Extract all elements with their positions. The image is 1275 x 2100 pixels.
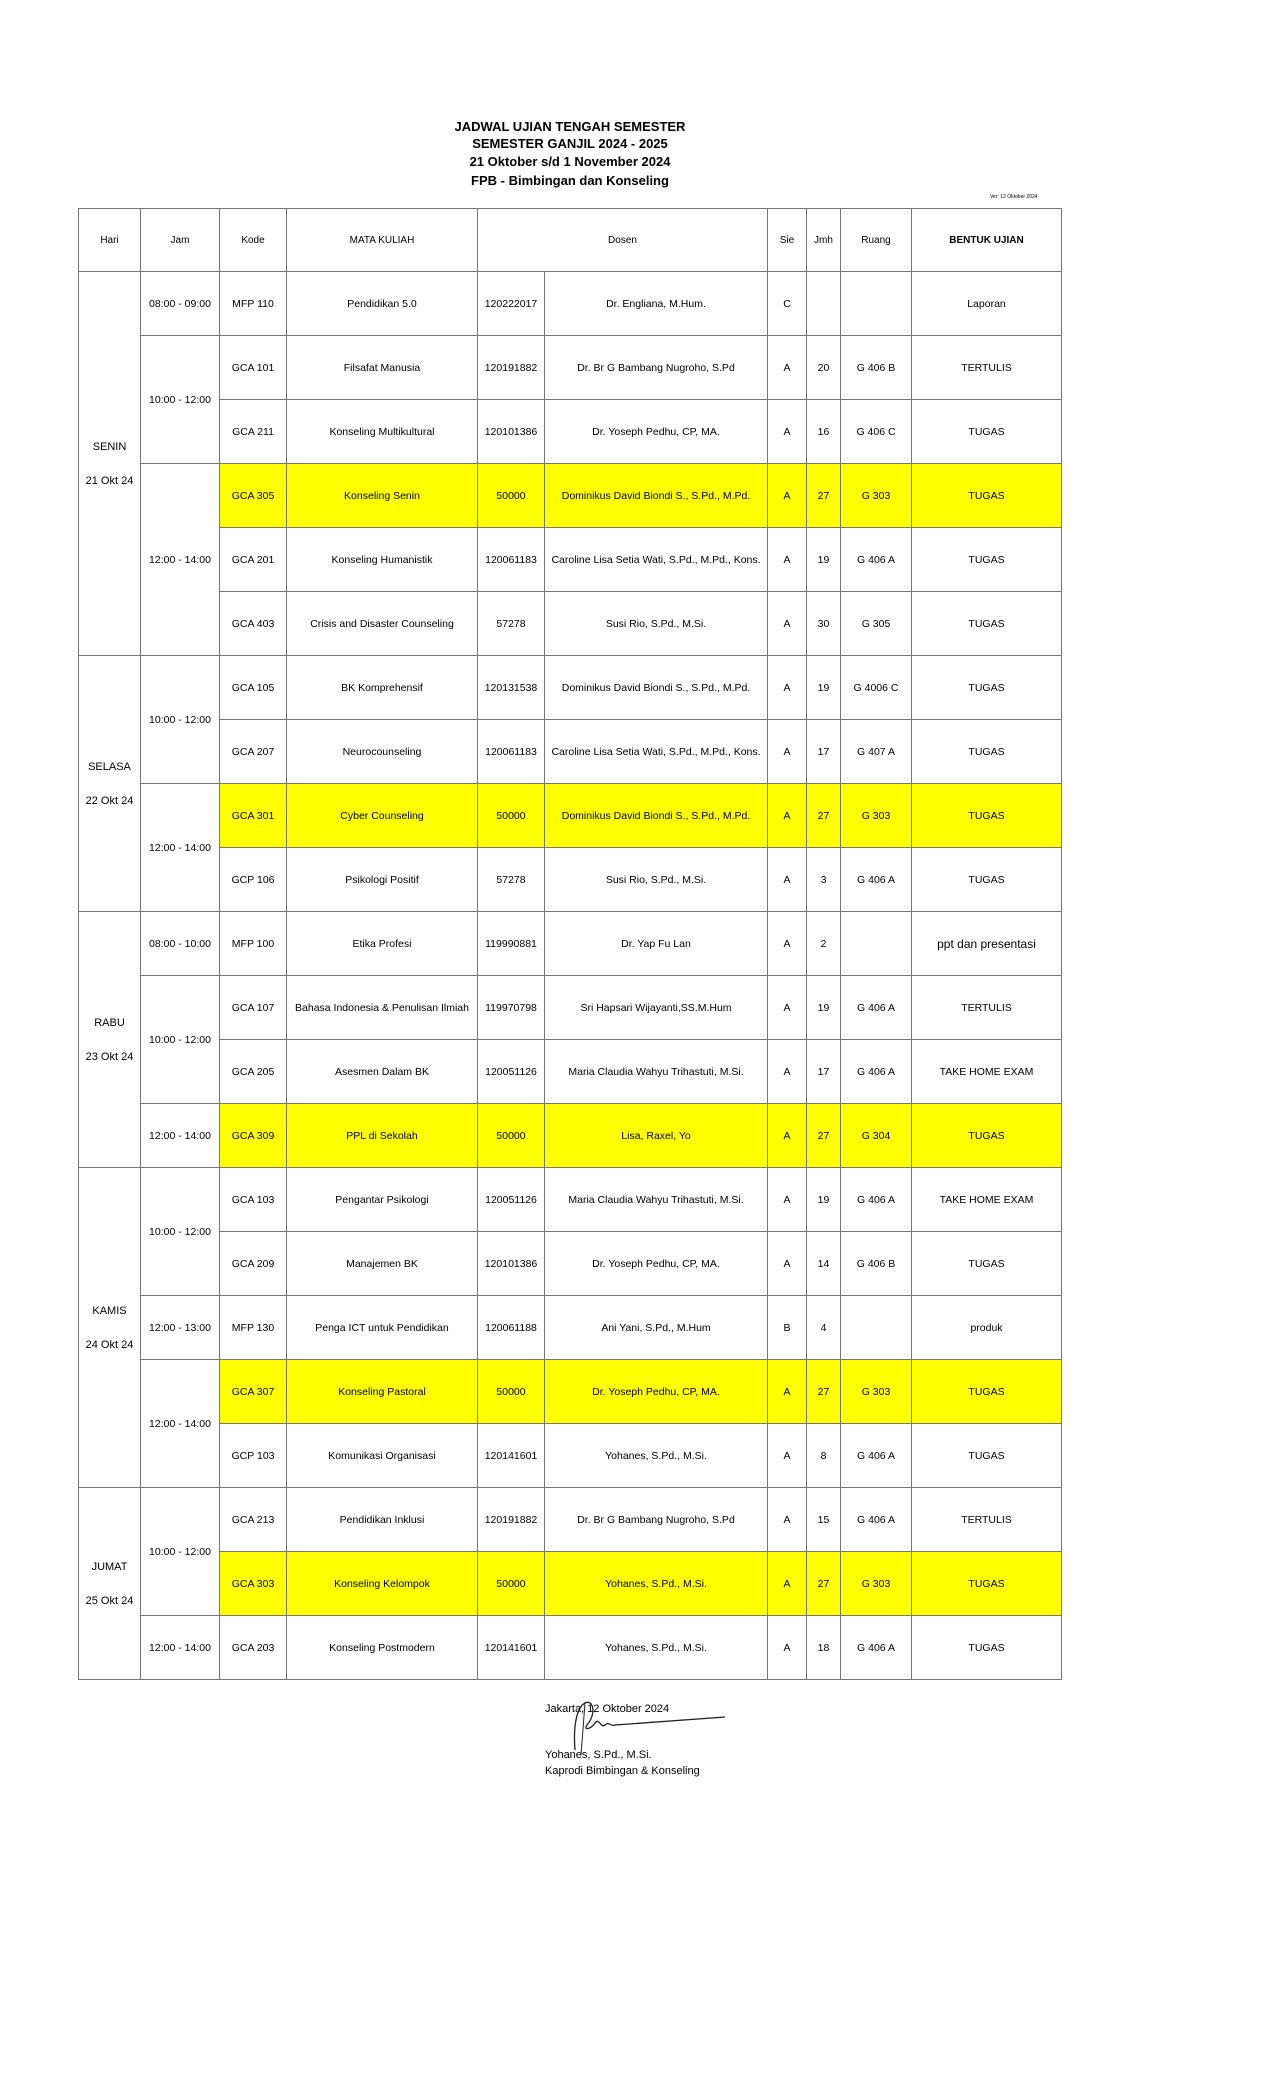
jmh-cell: 2: [807, 912, 841, 976]
table-row: [79, 976, 1062, 1040]
time-cell: 12:00 - 14:00: [141, 1104, 220, 1168]
sie-cell: A: [768, 976, 807, 1040]
sie-cell: A: [768, 1424, 807, 1488]
sie-cell: A: [768, 1104, 807, 1168]
mk-cell: Pendidikan 5.0: [287, 272, 478, 336]
mk-cell: Cyber Counseling: [287, 784, 478, 848]
bentuk-cell: TUGAS: [912, 784, 1062, 848]
col-jam: Jam: [141, 209, 220, 272]
day-name: SENIN: [92, 440, 127, 453]
mk-cell: Penga ICT untuk Pendidikan: [287, 1296, 478, 1360]
dosen-cell: Dr. Br G Bambang Nugroho, S.Pd: [545, 336, 768, 400]
nid-cell: 119970798: [478, 976, 545, 1040]
nid-cell: 120061183: [478, 528, 545, 592]
dosen-cell: Dr. Engliana, M.Hum.: [545, 272, 768, 336]
bentuk-cell: Laporan: [912, 272, 1062, 336]
bentuk-cell: TUGAS: [912, 1104, 1062, 1168]
jmh-cell: 17: [807, 1040, 841, 1104]
sie-cell: A: [768, 1616, 807, 1680]
time-cell: 10:00 - 12:00: [141, 976, 220, 1104]
kode-cell: GCA 309: [220, 1104, 287, 1168]
jmh-cell: [807, 272, 841, 336]
col-bentuk-ujian: BENTUK UJIAN: [912, 209, 1062, 272]
time-cell: 12:00 - 14:00: [141, 784, 220, 912]
sie-cell: A: [768, 464, 807, 528]
sie-cell: A: [768, 1232, 807, 1296]
col-dosen: Dosen: [478, 209, 768, 272]
header-row: [79, 209, 1062, 272]
table-row: [79, 1296, 1062, 1360]
col-ruang: Ruang: [841, 209, 912, 272]
sie-cell: A: [768, 400, 807, 464]
bentuk-cell: TUGAS: [912, 1616, 1062, 1680]
dosen-cell: Dominikus David Biondi S., S.Pd., M.Pd.: [545, 784, 768, 848]
jmh-cell: 30: [807, 592, 841, 656]
mk-cell: Konseling Pastoral: [287, 1360, 478, 1424]
nid-cell: 120051126: [478, 1168, 545, 1232]
bentuk-cell: produk: [912, 1296, 1062, 1360]
bentuk-cell: TAKE HOME EXAM: [912, 1168, 1062, 1232]
mk-cell: Komunikasi Organisasi: [287, 1424, 478, 1488]
dosen-cell: Yohanes, S.Pd., M.Si.: [545, 1552, 768, 1616]
ruang-cell: G 406 A: [841, 1168, 912, 1232]
day-date: 21 Okt 24: [85, 474, 134, 487]
sie-cell: A: [768, 1488, 807, 1552]
time-cell: 10:00 - 12:00: [141, 336, 220, 464]
jmh-cell: 18: [807, 1616, 841, 1680]
ruang-cell: G 407 A: [841, 720, 912, 784]
ruang-cell: G 4006 C: [841, 656, 912, 720]
ruang-cell: G 406 B: [841, 336, 912, 400]
ruang-cell: G 406 A: [841, 1040, 912, 1104]
day-cell: [79, 656, 141, 912]
ruang-cell: G 406 B: [841, 1232, 912, 1296]
time-cell: 12:00 - 14:00: [141, 1360, 220, 1488]
jmh-cell: 3: [807, 848, 841, 912]
nid-cell: 57278: [478, 592, 545, 656]
bentuk-cell: TUGAS: [912, 1552, 1062, 1616]
kode-cell: GCA 105: [220, 656, 287, 720]
day-name: RABU: [94, 1016, 125, 1029]
kode-cell: GCA 301: [220, 784, 287, 848]
kode-cell: GCA 305: [220, 464, 287, 528]
jmh-cell: 20: [807, 336, 841, 400]
col-sie: Sie: [768, 209, 807, 272]
day-cell: [79, 912, 141, 1168]
nid-cell: 120191882: [478, 336, 545, 400]
nid-cell: 120141601: [478, 1424, 545, 1488]
time-cell: 10:00 - 12:00: [141, 656, 220, 784]
nid-cell: 50000: [478, 1104, 545, 1168]
day-name: JUMAT: [91, 1560, 128, 1573]
table-row: [79, 528, 1062, 592]
nid-cell: 50000: [478, 464, 545, 528]
dosen-cell: Yohanes, S.Pd., M.Si.: [545, 1424, 768, 1488]
mk-cell: Bahasa Indonesia & Penulisan Ilmiah: [287, 976, 478, 1040]
sie-cell: A: [768, 592, 807, 656]
mk-cell: Konseling Multikultural: [287, 400, 478, 464]
nid-cell: 50000: [478, 784, 545, 848]
signature-place-date: Jakarta, 12 Oktober 2024: [545, 1703, 670, 1715]
version-note: Ver: 12 Oktober 2024: [990, 194, 1038, 200]
sie-cell: A: [768, 528, 807, 592]
kode-cell: GCA 107: [220, 976, 287, 1040]
kode-cell: GCA 103: [220, 1168, 287, 1232]
sie-cell: A: [768, 656, 807, 720]
mk-cell: Konseling Humanistik: [287, 528, 478, 592]
ruang-cell: G 303: [841, 784, 912, 848]
kode-cell: GCA 303: [220, 1552, 287, 1616]
bentuk-cell: TUGAS: [912, 592, 1062, 656]
signature-role: Kaprodi Bimbingan & Konseling: [545, 1765, 700, 1777]
time-cell: 08:00 - 10:00: [141, 912, 220, 976]
table-row: [79, 656, 1062, 720]
bentuk-cell: TAKE HOME EXAM: [912, 1040, 1062, 1104]
mk-cell: Psikologi Positif: [287, 848, 478, 912]
sie-cell: A: [768, 720, 807, 784]
dosen-cell: Susi Rio, S.Pd., M.Si.: [545, 848, 768, 912]
nid-cell: 120191882: [478, 1488, 545, 1552]
ruang-cell: G 304: [841, 1104, 912, 1168]
kode-cell: GCA 205: [220, 1040, 287, 1104]
jmh-cell: 27: [807, 1104, 841, 1168]
sie-cell: C: [768, 272, 807, 336]
kode-cell: GCA 307: [220, 1360, 287, 1424]
mk-cell: Konseling Kelompok: [287, 1552, 478, 1616]
mk-cell: Etika Profesi: [287, 912, 478, 976]
jmh-cell: 19: [807, 528, 841, 592]
bentuk-cell: TERTULIS: [912, 336, 1062, 400]
kode-cell: GCA 201: [220, 528, 287, 592]
dosen-cell: Caroline Lisa Setia Wati, S.Pd., M.Pd., Kons.: [545, 720, 768, 784]
mk-cell: BK Komprehensif: [287, 656, 478, 720]
sie-cell: A: [768, 1552, 807, 1616]
sie-cell: A: [768, 1360, 807, 1424]
bentuk-cell: TUGAS: [912, 1232, 1062, 1296]
bentuk-cell: TERTULIS: [912, 976, 1062, 1040]
bentuk-cell: TUGAS: [912, 1360, 1062, 1424]
table-row: [79, 336, 1062, 400]
bentuk-cell: TERTULIS: [912, 1488, 1062, 1552]
bentuk-cell: TUGAS: [912, 656, 1062, 720]
sie-cell: A: [768, 336, 807, 400]
day-cell: [79, 1488, 141, 1680]
nid-cell: 120101386: [478, 400, 545, 464]
table-row-highlighted: [79, 784, 1062, 848]
ruang-cell: G 303: [841, 1360, 912, 1424]
jmh-cell: 19: [807, 976, 841, 1040]
dosen-cell: Maria Claudia Wahyu Trihastuti, M.Si.: [545, 1168, 768, 1232]
sie-cell: A: [768, 1168, 807, 1232]
time-cell: 12:00 - 14:00: [141, 1616, 220, 1680]
jmh-cell: 27: [807, 1360, 841, 1424]
dosen-cell: Susi Rio, S.Pd., M.Si.: [545, 592, 768, 656]
ruang-cell: G 305: [841, 592, 912, 656]
table-row-highlighted: [79, 464, 1062, 528]
dosen-cell: Dominikus David Biondi S., S.Pd., M.Pd.: [545, 656, 768, 720]
mk-cell: Crisis and Disaster Counseling: [287, 592, 478, 656]
jmh-cell: 17: [807, 720, 841, 784]
time-cell: 10:00 - 12:00: [141, 1168, 220, 1296]
day-name: SELASA: [88, 760, 131, 773]
col-hari: Hari: [79, 209, 141, 272]
kode-cell: MFP 130: [220, 1296, 287, 1360]
sie-cell: A: [768, 912, 807, 976]
sie-cell: B: [768, 1296, 807, 1360]
jmh-cell: 27: [807, 1552, 841, 1616]
bentuk-cell: TUGAS: [912, 464, 1062, 528]
ruang-cell: G 303: [841, 464, 912, 528]
day-date: 25 Okt 24: [85, 1594, 134, 1607]
dosen-cell: Yohanes, S.Pd., M.Si.: [545, 1616, 768, 1680]
nid-cell: 120141601: [478, 1616, 545, 1680]
jmh-cell: 16: [807, 400, 841, 464]
jmh-cell: 4: [807, 1296, 841, 1360]
day-cell: [79, 272, 141, 656]
table-row: [79, 592, 1062, 656]
jmh-cell: 27: [807, 464, 841, 528]
nid-cell: 120222017: [478, 272, 545, 336]
bentuk-cell: TUGAS: [912, 720, 1062, 784]
mk-cell: Manajemen BK: [287, 1232, 478, 1296]
title-line-3: 21 Oktober s/d 1 November 2024: [469, 154, 671, 169]
jmh-cell: 15: [807, 1488, 841, 1552]
jmh-cell: 19: [807, 656, 841, 720]
kode-cell: GCA 207: [220, 720, 287, 784]
nid-cell: 119990881: [478, 912, 545, 976]
signature-name: Yohanes, S.Pd., M.Si.: [545, 1749, 652, 1761]
bentuk-cell: TUGAS: [912, 1424, 1062, 1488]
sie-cell: A: [768, 784, 807, 848]
col-jmh: Jmh: [807, 209, 841, 272]
jmh-cell: 14: [807, 1232, 841, 1296]
table-row-highlighted: [79, 1552, 1062, 1616]
mk-cell: Asesmen Dalam BK: [287, 1040, 478, 1104]
kode-cell: GCA 209: [220, 1232, 287, 1296]
ruang-cell: G 406 A: [841, 1616, 912, 1680]
ruang-cell: [841, 272, 912, 336]
dosen-cell: Ani Yani, S.Pd., M.Hum: [545, 1296, 768, 1360]
ruang-cell: [841, 912, 912, 976]
table-row: [79, 912, 1062, 976]
mk-cell: Neurocounseling: [287, 720, 478, 784]
ruang-cell: G 406 A: [841, 1424, 912, 1488]
mk-cell: Filsafat Manusia: [287, 336, 478, 400]
title-line-4: FPB - Bimbingan dan Konseling: [471, 173, 669, 188]
kode-cell: GCA 203: [220, 1616, 287, 1680]
time-cell: 12:00 - 14:00: [141, 464, 220, 656]
kode-cell: GCA 213: [220, 1488, 287, 1552]
mk-cell: Pengantar Psikologi: [287, 1168, 478, 1232]
table-row: [79, 400, 1062, 464]
bentuk-cell: TUGAS: [912, 400, 1062, 464]
ruang-cell: G 303: [841, 1552, 912, 1616]
nid-cell: 50000: [478, 1552, 545, 1616]
day-name: KAMIS: [92, 1304, 127, 1317]
nid-cell: 120131538: [478, 656, 545, 720]
ruang-cell: G 406 A: [841, 528, 912, 592]
title-line-1: JADWAL UJIAN TENGAH SEMESTER: [454, 119, 686, 134]
table-row: [79, 1040, 1062, 1104]
table-row: [79, 1424, 1062, 1488]
ruang-cell: [841, 1296, 912, 1360]
dosen-cell: Dr. Yoseph Pedhu, CP, MA.: [545, 1360, 768, 1424]
time-cell: 08:00 - 09:00: [141, 272, 220, 336]
day-date: 24 Okt 24: [85, 1338, 134, 1351]
nid-cell: 57278: [478, 848, 545, 912]
kode-cell: GCA 101: [220, 336, 287, 400]
bentuk-cell: TUGAS: [912, 528, 1062, 592]
dosen-cell: Dr. Yap Fu Lan: [545, 912, 768, 976]
nid-cell: 120101386: [478, 1232, 545, 1296]
dosen-cell: Maria Claudia Wahyu Trihastuti, M.Si.: [545, 1040, 768, 1104]
ruang-cell: G 406 C: [841, 400, 912, 464]
dosen-cell: Dr. Yoseph Pedhu, CP, MA.: [545, 1232, 768, 1296]
title-line-2: SEMESTER GANJIL 2024 - 2025: [472, 136, 668, 151]
table-row: [79, 1168, 1062, 1232]
dosen-cell: Dr. Yoseph Pedhu, CP, MA.: [545, 400, 768, 464]
ruang-cell: G 406 A: [841, 848, 912, 912]
mk-cell: PPL di Sekolah: [287, 1104, 478, 1168]
jmh-cell: 19: [807, 1168, 841, 1232]
time-cell: 10:00 - 12:00: [141, 1488, 220, 1616]
table-row: [79, 1232, 1062, 1296]
nid-cell: 120061183: [478, 720, 545, 784]
sie-cell: A: [768, 1040, 807, 1104]
kode-cell: GCP 106: [220, 848, 287, 912]
time-cell: 12:00 - 13:00: [141, 1296, 220, 1360]
dosen-cell: Sri Hapsari Wijayanti,SS.M.Hum: [545, 976, 768, 1040]
mk-cell: Konseling Senin: [287, 464, 478, 528]
kode-cell: GCA 211: [220, 400, 287, 464]
dosen-cell: Lisa, Raxel, Yo: [545, 1104, 768, 1168]
kode-cell: MFP 110: [220, 272, 287, 336]
table-row-highlighted: [79, 1360, 1062, 1424]
dosen-cell: Dr. Br G Bambang Nugroho, S.Pd: [545, 1488, 768, 1552]
table-row: [79, 720, 1062, 784]
nid-cell: 120061188: [478, 1296, 545, 1360]
table-row: [79, 272, 1062, 336]
kode-cell: GCP 103: [220, 1424, 287, 1488]
day-date: 22 Okt 24: [85, 794, 134, 807]
kode-cell: MFP 100: [220, 912, 287, 976]
table-row: [79, 1488, 1062, 1552]
table-row-highlighted: [79, 1104, 1062, 1168]
mk-cell: Konseling Postmodern: [287, 1616, 478, 1680]
col-mata-kuliah: MATA KULIAH: [287, 209, 478, 272]
col-kode: Kode: [220, 209, 287, 272]
exam-schedule-table: [78, 208, 1062, 1680]
nid-cell: 50000: [478, 1360, 545, 1424]
mk-cell: Pendidikan Inklusi: [287, 1488, 478, 1552]
jmh-cell: 8: [807, 1424, 841, 1488]
table-row: [79, 1616, 1062, 1680]
ruang-cell: G 406 A: [841, 976, 912, 1040]
day-cell: [79, 1168, 141, 1488]
nid-cell: 120051126: [478, 1040, 545, 1104]
dosen-cell: Caroline Lisa Setia Wati, S.Pd., M.Pd., Kons.: [545, 528, 768, 592]
jmh-cell: 27: [807, 784, 841, 848]
ruang-cell: G 406 A: [841, 1488, 912, 1552]
kode-cell: GCA 403: [220, 592, 287, 656]
sie-cell: A: [768, 848, 807, 912]
table-row: [79, 848, 1062, 912]
day-date: 23 Okt 24: [85, 1050, 134, 1063]
bentuk-cell: TUGAS: [912, 848, 1062, 912]
bentuk-cell: ppt dan presentasi: [912, 912, 1062, 976]
dosen-cell: Dominikus David Biondi S., S.Pd., M.Pd.: [545, 464, 768, 528]
